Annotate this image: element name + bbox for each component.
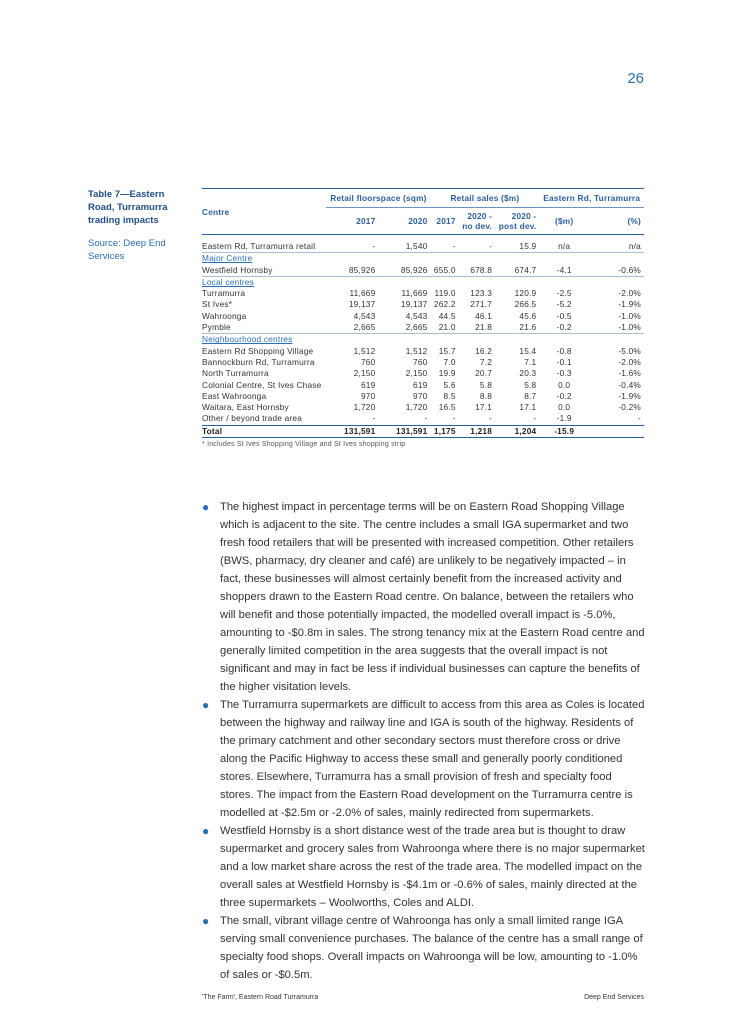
bullet-dot-icon: ●	[202, 500, 210, 514]
impact-pct-cell: -5.0%	[618, 345, 641, 356]
impact-pct-cell: -0.4%	[618, 379, 641, 390]
centre-cell: Colonial Centre, St Ives Chase	[202, 379, 322, 390]
bullet-item	[202, 498, 648, 696]
bullet-item	[202, 822, 648, 912]
impact-m-cell: -4.1	[556, 264, 572, 275]
centre-cell: Eastern Rd, Turramurra retail	[202, 241, 316, 251]
sales-2020-nodev-cell: 1,218	[459, 425, 495, 437]
impact-pct-cell: -1.0%	[618, 322, 641, 333]
fs-2017-cell: -	[372, 413, 376, 424]
table-row	[202, 311, 644, 322]
fs-2020-cell: 11,669	[401, 288, 428, 299]
impact-m-cell: -5.2	[556, 299, 572, 310]
header-sales-group: Retail sales ($m)	[430, 189, 539, 208]
trading-impacts-table	[202, 188, 644, 438]
sales-2020-nodev-cell: 271.7	[470, 299, 493, 310]
sales-2017-cell: 15.7	[438, 345, 456, 356]
sales-2020-postdev-cell: 1,204	[495, 425, 539, 437]
sales-2020-nodev-cell: 46.1	[475, 310, 493, 321]
table-row	[202, 402, 644, 413]
fs-2020-cell: 1,512	[405, 345, 428, 356]
trading-impacts-table-wrap	[202, 188, 644, 448]
page-number: 26	[627, 70, 644, 87]
fs-2017-cell: 2,665	[353, 322, 376, 333]
sales-2020-nodev-cell: 17.1	[475, 402, 493, 413]
fs-2017-cell: 1,512	[353, 345, 376, 356]
bullet-text: Westfield Hornsby is a short distance west of the trade area but is thought to draw supermarket and grocery sales from Wahroonga where there is no major supermarket and a low market share across the rest of the trade area. The modelled impact on the overall sales at Westfield Hornsby is -$4.1m or -0.6% of sales, mainly directed at the three supermarkets – Woolworths, Coles and ALDI.	[220, 825, 645, 909]
bullet-dot-icon: ●	[202, 698, 210, 712]
table-footnote: * Includes St Ives Shopping Village and St Ives shopping strip	[202, 441, 406, 449]
header-sales-2017: 2017	[430, 208, 458, 235]
centre-cell: Waitara, East Hornsby	[202, 402, 289, 413]
fs-2020-cell: -	[424, 413, 428, 424]
centre-cell: Turramurra	[202, 288, 246, 299]
header-sales-2020-postdev-line2: post dev.	[498, 221, 537, 231]
table-caption: Table 7—Eastern Road, Turramurra trading impacts	[88, 189, 168, 226]
table-row	[202, 346, 644, 357]
centre-cell: Other / beyond trade area	[202, 413, 303, 424]
sales-2020-postdev-cell: 45.6	[519, 310, 537, 321]
header-fs-2020: 2020	[378, 208, 430, 235]
bullet-text: The Turramurra supermarkets are difficult to access from this area as Coles is located between the highway and railway line and IGA is south of the highway. Residents of the primary catchment and other secondary sectors must therefore cross or drive along the Pacific Highway to access these small and generally poorly conditioned stores. Elsewhere, Turramurra has a small provision of fresh and specialty food stores. The impact from the Eastern Road development on the Turramurra centre is modelled at -$2.5m or -2.0% of sales, mainly redirected from supermarkets.	[220, 699, 645, 819]
sales-2020-nodev-cell: 123.3	[470, 288, 493, 299]
sales-2020-postdev-cell: 21.6	[519, 322, 537, 333]
impact-m-cell: n/a	[558, 241, 571, 251]
fs-2020-cell: 131,591	[378, 425, 430, 437]
centre-cell: Eastern Rd Shopping Village	[202, 345, 314, 356]
impact-m-cell: -2.5	[556, 288, 572, 299]
sales-2017-cell: 44.5	[438, 310, 456, 321]
impact-m-cell: -0.3	[556, 368, 572, 379]
table-row	[202, 235, 644, 253]
impact-pct-cell	[589, 425, 644, 437]
header-sales-2020-nodev	[459, 208, 495, 235]
header-fs-2017: 2017	[326, 208, 378, 235]
impact-pct-cell: -1.9%	[618, 390, 641, 401]
table-total-row	[202, 425, 644, 437]
fs-2020-cell: 1,540	[405, 241, 428, 251]
sales-2020-postdev-cell: 120.9	[514, 288, 537, 299]
sales-2020-nodev-cell: 21.8	[475, 322, 493, 333]
impact-pct-cell: n/a	[628, 241, 641, 251]
centre-cell: Westfield Hornsby	[202, 264, 273, 275]
sales-2020-postdev-cell: 17.1	[519, 402, 537, 413]
sales-2020-postdev-cell: 7.1	[524, 356, 537, 367]
header-impact-m: ($m)	[539, 208, 589, 235]
fs-2020-cell: 2,665	[405, 322, 428, 333]
header-floorspace-group: Retail floorspace (sqm)	[326, 189, 430, 208]
section-label: Major Centre	[202, 253, 644, 265]
table-section-row	[202, 253, 644, 265]
sales-2020-postdev-cell: 674.7	[514, 264, 537, 275]
sales-2017-cell: 8.5	[443, 390, 456, 401]
table-row	[202, 288, 644, 299]
impact-pct-cell: -1.9%	[618, 299, 641, 310]
fs-2020-cell: 85,926	[400, 264, 428, 275]
sales-2017-cell: 16.5	[438, 402, 456, 413]
header-sales-2020-nodev-line2: no dev.	[462, 221, 493, 231]
sales-2020-nodev-cell: 16.2	[475, 345, 493, 356]
impact-pct-cell: -2.0%	[618, 288, 641, 299]
fs-2020-cell: 1,720	[405, 402, 428, 413]
sales-2020-nodev-cell: -	[489, 241, 493, 251]
fs-2017-cell: 11,669	[349, 288, 376, 299]
sales-2020-postdev-cell: 266.5	[514, 299, 537, 310]
impact-pct-cell: -2.0%	[618, 356, 641, 367]
table-section-row	[202, 276, 644, 288]
header-impact-group: Eastern Rd, Turramurra	[539, 189, 644, 208]
sales-2020-nodev-cell: 7.2	[479, 356, 493, 367]
impact-m-cell: -0.8	[556, 345, 572, 356]
table-row	[202, 413, 644, 425]
footer-left: 'The Farm', Eastern Road Turramurra	[202, 994, 319, 1001]
table-row	[202, 299, 644, 310]
impact-m-cell: -0.1	[556, 356, 572, 367]
fs-2017-cell: 4,543	[353, 310, 376, 321]
sales-2020-postdev-cell: 15.9	[519, 241, 537, 251]
centre-cell: Wahroonga	[202, 310, 247, 321]
fs-2017-cell: 970	[360, 390, 376, 401]
impact-pct-cell: -1.6%	[618, 368, 641, 379]
sales-2020-postdev-cell: 15.4	[519, 345, 537, 356]
table-section-row	[202, 334, 644, 346]
impact-m-cell: -0.5	[556, 310, 572, 321]
sales-2020-postdev-cell: 8.7	[524, 390, 537, 401]
fs-2020-cell: 19,137	[400, 299, 428, 310]
centre-cell: St Ives*	[202, 299, 233, 310]
sales-2020-postdev-cell: 20.3	[519, 368, 537, 379]
impact-m-cell: -0.2	[556, 390, 572, 401]
fs-2020-cell: 2,150	[405, 368, 428, 379]
fs-2017-cell: -	[372, 241, 376, 251]
fs-2017-cell: 2,150	[353, 368, 376, 379]
bullet-text: The highest impact in percentage terms will be on Eastern Road Shopping Village which is adjacent to the site. The centre includes a small IGA supermarket and two fresh food retailers that will be presented with increased competition. Other retailers (BWS, pharmacy, dry cleaner and café) are unlikely to be negatively impacted – in fact, these businesses will almost certainly benefit from the increased activity and shoppers drawn to the Eastern Road centre. On balance, between the retailers who will benefit and those potentially impacted, the modelled overall impact is -5.0%, amounting to -$0.8m in sales. The strong tenancy mix at the Eastern Road centre and generally limited competition in the area suggests that the overall impact is not significant and may in fact be less if individual businesses can capture the benefits of the higher visitation levels.	[220, 501, 645, 693]
impact-pct-cell: -	[638, 413, 641, 424]
table-source: Source: Deep End Services	[88, 238, 166, 262]
sales-2017-cell: -	[452, 241, 456, 251]
bullet-list	[202, 498, 648, 984]
sales-2020-postdev-cell: -	[533, 413, 537, 424]
table-row	[202, 391, 644, 402]
fs-2017-cell: 131,591	[326, 425, 378, 437]
impact-pct-cell: -1.0%	[618, 310, 641, 321]
section-label: Neighbourhood centres	[202, 334, 644, 346]
header-impact-pct: (%)	[589, 208, 644, 235]
table-sidebar	[88, 188, 188, 263]
header-sales-2020-postdev	[495, 208, 539, 235]
sales-2017-cell: 1,175	[430, 425, 458, 437]
centre-cell: Bannockburn Rd, Turramurra	[202, 356, 315, 367]
table-row	[202, 380, 644, 391]
fs-2017-cell: 85,926	[348, 264, 376, 275]
sales-2017-cell: 119.0	[434, 288, 456, 299]
table-row	[202, 265, 644, 277]
bullet-dot-icon: ●	[202, 824, 210, 838]
table-row	[202, 322, 644, 334]
sales-2017-cell: 5.6	[443, 379, 456, 390]
sales-2017-cell: 655.0	[433, 264, 456, 275]
table-body	[202, 235, 644, 438]
header-sales-2020-nodev-line1: 2020 -	[467, 211, 493, 221]
header-sales-2020-postdev-line1: 2020 -	[511, 211, 537, 221]
impact-m-cell: -0.2	[556, 322, 572, 333]
impact-pct-cell: -0.6%	[618, 264, 641, 275]
sales-2017-cell: 262.2	[433, 299, 456, 310]
section-label: Local centres	[202, 276, 644, 288]
fs-2017-cell: 19,137	[348, 299, 376, 310]
impact-m-cell: 0.0	[558, 402, 571, 413]
sales-2017-cell: 21.0	[438, 322, 456, 333]
table-row	[202, 368, 644, 379]
bullet-text: The small, vibrant village centre of Wahroonga has only a small limited range IGA serving small convenience purchases. The balance of the centre has a small range of specialty food shops. Overall impacts on Wahroonga will be low, amounting to -1.0% of sales or -$0.5m.	[220, 915, 643, 981]
fs-2020-cell: 760	[413, 356, 428, 367]
sales-2020-postdev-cell: 5.8	[524, 379, 537, 390]
sales-2017-cell: 19.9	[438, 368, 456, 379]
bullet-item	[202, 696, 648, 822]
impact-pct-cell: -0.2%	[618, 402, 641, 413]
header-centre: Centre	[202, 189, 326, 235]
fs-2017-cell: 1,720	[353, 402, 376, 413]
fs-2017-cell: 619	[360, 379, 376, 390]
sales-2020-nodev-cell: 8.8	[479, 390, 493, 401]
sales-2020-nodev-cell: 20.7	[475, 368, 493, 379]
sales-2020-nodev-cell: 5.8	[479, 379, 493, 390]
fs-2020-cell: 970	[413, 390, 428, 401]
fs-2020-cell: 4,543	[405, 310, 428, 321]
footer-right: Deep End Services	[584, 994, 644, 1001]
centre-cell: North Turramurra	[202, 368, 269, 379]
impact-m-cell: -1.9	[556, 413, 572, 424]
bullet-dot-icon: ●	[202, 914, 210, 928]
table-row	[202, 357, 644, 368]
impact-m-cell: 0.0	[558, 379, 571, 390]
fs-2020-cell: 619	[413, 379, 428, 390]
centre-cell: Total	[202, 425, 326, 437]
bullet-item	[202, 912, 648, 984]
centre-cell: Pymble	[202, 322, 231, 333]
fs-2017-cell: 760	[360, 356, 376, 367]
sales-2020-nodev-cell: -	[489, 413, 493, 424]
sales-2017-cell: 7.0	[443, 356, 456, 367]
centre-cell: East Wahroonga	[202, 390, 267, 401]
sales-2017-cell: -	[452, 413, 456, 424]
impact-m-cell: -15.9	[539, 425, 589, 437]
sales-2020-nodev-cell: 678.8	[470, 264, 493, 275]
